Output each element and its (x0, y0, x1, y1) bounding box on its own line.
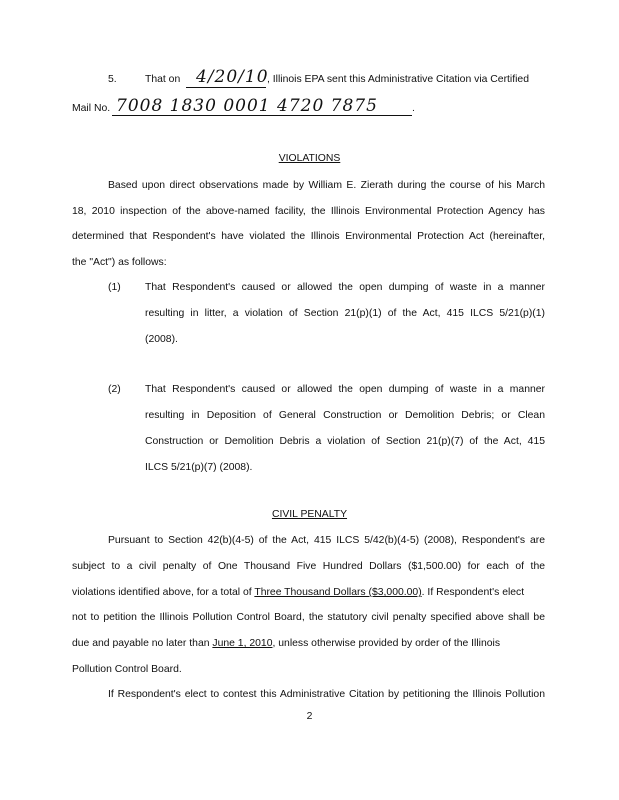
violation-1-line-2: resulting in litter, a violation of Section 21(p)(1) of the Act, 415 ILCS 5/21(p)(1) (145, 308, 545, 319)
date-blank-line (186, 87, 266, 88)
penalty-line-4: not to petition the Illinois Pollution Control Board, the statutory civil penalty specified above shall be (72, 612, 545, 623)
penalty-line-3-pre: violations identified above, for a total of (72, 587, 255, 598)
penalty-due-date: June 1, 2010 (212, 638, 273, 649)
violation-2-line-2: resulting in Deposition of General Construction or Demolition Debris; or Clean (145, 410, 545, 421)
violation-2-line-3: Construction or Demolition Debris a violation of Section 21(p)(7) of the Act, 415 (145, 436, 545, 447)
violation-1-line-3: (2008). (145, 334, 178, 345)
penalty-total-amount: Three Thousand Dollars ($3,000.00) (254, 587, 422, 598)
penalty-line-5-post: , unless otherwise provided by order of the Illinois (272, 638, 501, 649)
violations-heading: VIOLATIONS (278, 153, 341, 164)
penalty-line-3 (72, 587, 524, 598)
violation-2-line-1: That Respondent's caused or allowed the open dumping of waste in a manner (145, 384, 545, 395)
violation-1-line-1: That Respondent's caused or allowed the open dumping of waste in a manner (145, 282, 545, 293)
violations-intro-line-3: determined that Respondent's have violated the Illinois Environmental Protection Act (hereinafter, (72, 231, 545, 242)
violations-intro-line-4: the "Act") as follows: (72, 257, 167, 268)
violations-intro-line-2: 18, 2010 inspection of the above-named facility, the Illinois Environmental Protection Agency has (72, 206, 545, 217)
violation-2-number: (2) (108, 384, 121, 395)
penalty-line-6: Pollution Control Board. (72, 664, 182, 675)
penalty-line-5 (72, 638, 500, 649)
item-5-prefix: That on (145, 74, 181, 85)
violation-2-line-4: ILCS 5/21(p)(7) (2008). (145, 462, 253, 473)
violations-intro-line-1: Based upon direct observations made by William E. Zierath during the course of his March (108, 180, 545, 191)
penalty-line-3-post: . If Respondent's elect (421, 587, 525, 598)
mail-period: . (412, 103, 415, 114)
handwritten-mail-number: 7008 1830 0001 4720 7875 (116, 96, 378, 116)
mail-label: Mail No. (72, 103, 111, 114)
handwritten-date: 4/20/10 (196, 67, 269, 87)
penalty-line-7: If Respondent's elect to contest this Administrative Citation by petitioning the Illinois Pollution (108, 689, 545, 700)
violation-1-number: (1) (108, 282, 121, 293)
civil-penalty-heading: CIVIL PENALTY (271, 509, 348, 520)
penalty-line-1: Pursuant to Section 42(b)(4-5) of the Act, 415 ILCS 5/42(b)(4-5) (2008), Respondent's are (108, 535, 545, 546)
item-5-suffix: , Illinois EPA sent this Administrative Citation via Certified (267, 74, 529, 85)
item-5-number: 5. (108, 74, 117, 85)
page-number: 2 (306, 711, 313, 722)
penalty-line-2: subject to a civil penalty of One Thousand Five Hundred Dollars ($1,500.00) for each of the (72, 561, 545, 572)
penalty-line-5-pre: due and payable no later than (72, 638, 213, 649)
